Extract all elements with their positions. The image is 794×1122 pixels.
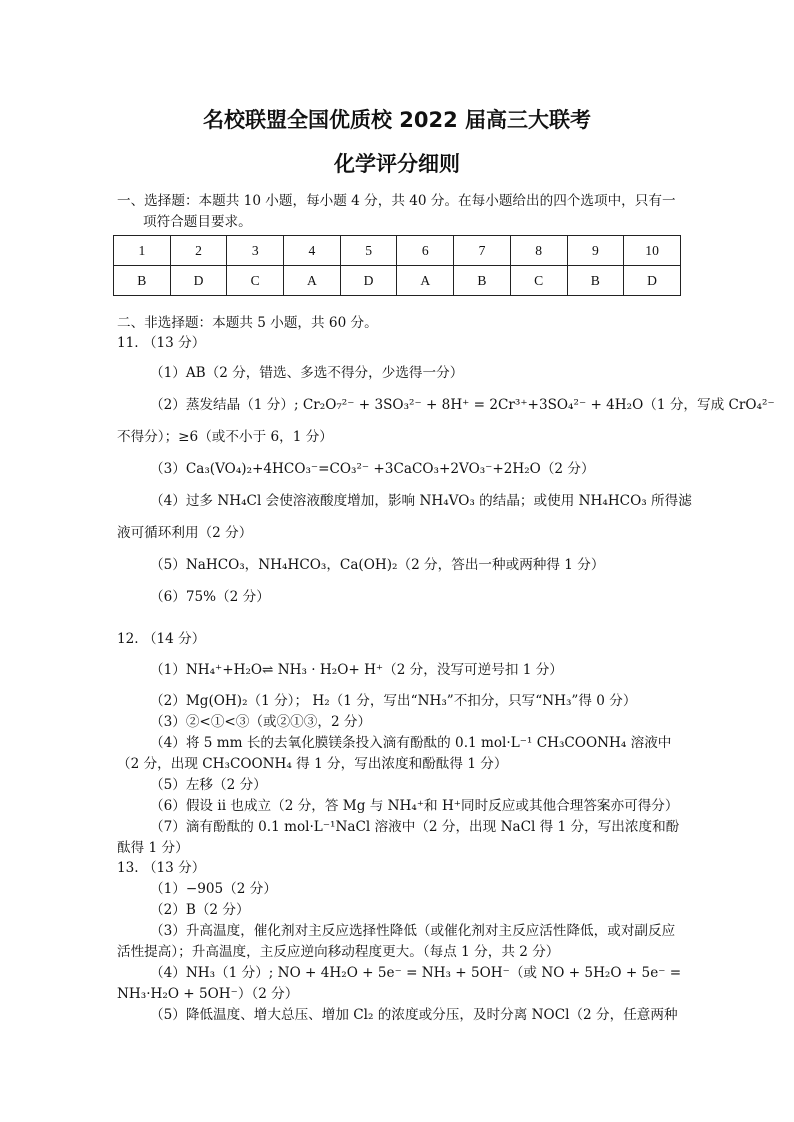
q13-part1: （1）−905（2 分） xyxy=(150,881,277,897)
question-number: 6 xyxy=(397,236,454,266)
q13-part2: （2）B（2 分） xyxy=(150,902,250,918)
q12-part1: （1）NH₄⁺+H₂O⇌ NH₃ · H₂O+ H⁺（2 分，没写可逆号扣 1 分） xyxy=(150,662,563,678)
answer-cell: D xyxy=(624,266,681,296)
question-number: 3 xyxy=(227,236,284,266)
answer-table-answer-row xyxy=(114,266,681,296)
page-title: 名校联盟全国优质校 2022 届高三大联考 xyxy=(202,108,592,132)
q13-part3: （3）升高温度，催化剂对主反应选择性降低（或催化剂对主反应活性降低，或对副反应活性提高）；升高温度，主反应逆向移动程度更大。（每点 1 分，共 2 分） xyxy=(117,923,676,960)
question-number: 10 xyxy=(624,236,681,266)
q11-part6: （6）75%（2 分） xyxy=(150,589,270,605)
q13-part5: （5）降低温度、增大总压、增加 Cl₂ 的浓度或分压，及时分离 NOCl（2 分，任意两种 xyxy=(150,1007,678,1023)
question-number: 2 xyxy=(170,236,227,266)
q13-heading: 13. （13 分） xyxy=(117,860,206,876)
q11-part3: （3）Ca₃(VO₄)₂+4HCO₃⁻=CO₃²⁻ +3CaCO₃+2VO₃⁻+2H₂O（2 分） xyxy=(150,461,595,477)
q13-part4: （4）NH₃（1 分）; NO + 4H₂O + 5e⁻ = NH₃ + 5OH⁻（或 NO + 5H₂O + 5e⁻ = NH₃·H₂O + 5OH⁻）（2 分） xyxy=(117,965,682,1002)
question-number: 5 xyxy=(340,236,397,266)
q12-part6: （6）假设 ii 也成立（2 分，答 Mg 与 NH₄⁺和 H⁺同时反应或其他合理答案亦可得分） xyxy=(150,798,679,814)
q11-part5: （5）NaHCO₃，NH₄HCO₃，Ca(OH)₂（2 分，答出一种或两种得 1 分） xyxy=(150,557,605,573)
q11-part1: （1）AB（2 分，错选、多选不得分，少选得一分） xyxy=(150,365,464,381)
q12-heading: 12. （14 分） xyxy=(117,631,206,647)
q11-part2-cont: 不得分）；≥6（或不小于 6，1 分） xyxy=(117,429,333,445)
q11-part2: （2）蒸发结晶（1 分）; Cr₂O₇²⁻ + 3SO₃²⁻ + 8H⁺ = 2Cr³⁺+3SO₄²⁻ + 4H₂O（1 分，写成 CrO₄²⁻ xyxy=(150,397,775,413)
q11-heading: 11. （13 分） xyxy=(117,335,206,351)
answer-cell: B xyxy=(114,266,171,296)
section2-heading: 二、非选择题：本题共 5 小题，共 60 分。 xyxy=(117,315,378,331)
question-number: 9 xyxy=(567,236,624,266)
q11-part4: （4）过多 NH₄Cl 会使溶液酸度增加，影响 NH₄VO₃ 的结晶；或使用 NH₄HCO₃ 所得滤 xyxy=(150,493,692,509)
section1-heading-cont: 项符合题目要求。 xyxy=(143,214,252,230)
answer-cell: A xyxy=(397,266,454,296)
answer-table-number-row xyxy=(114,236,681,266)
page-subtitle: 化学评分细则 xyxy=(334,152,460,176)
answer-cell: B xyxy=(454,266,511,296)
answer-cell: C xyxy=(510,266,567,296)
q12-part5: （5）左移（2 分） xyxy=(150,777,267,793)
answer-cell: D xyxy=(170,266,227,296)
answer-cell: B xyxy=(567,266,624,296)
q12-part3: （3）②<①<③（或②①③，2 分） xyxy=(150,714,372,730)
question-number: 7 xyxy=(454,236,511,266)
q11-part4-cont: 液可循环利用（2 分） xyxy=(117,525,253,541)
question-number: 8 xyxy=(510,236,567,266)
question-number: 4 xyxy=(284,236,341,266)
answer-table xyxy=(113,235,681,296)
answer-cell: A xyxy=(284,266,341,296)
q12-part4: （4）将 5 mm 长的去氧化膜镁条投入滴有酚酞的 0.1 mol·L⁻¹ CH₃COONH₄ 溶液中（2 分，出现 CH₃COONH₄ 得 1 分，写出浓度和酚酞得 1 分） xyxy=(117,735,672,772)
question-number: 1 xyxy=(114,236,171,266)
answer-cell: D xyxy=(340,266,397,296)
section1-heading: 一、选择题：本题共 10 小题，每小题 4 分，共 40 分。在每小题给出的四个选项中，只有一 xyxy=(117,193,676,209)
q12-part2: （2）Mg(OH)₂（1 分）； H₂（1 分，写出“NH₃”不扣分，只写“NH₃”得 0 分） xyxy=(150,693,637,709)
q12-part7: （7）滴有酚酞的 0.1 mol·L⁻¹NaCl 溶液中（2 分，出现 NaCl 得 1 分，写出浓度和酚酞得 1 分） xyxy=(117,819,680,856)
answer-cell: C xyxy=(227,266,284,296)
